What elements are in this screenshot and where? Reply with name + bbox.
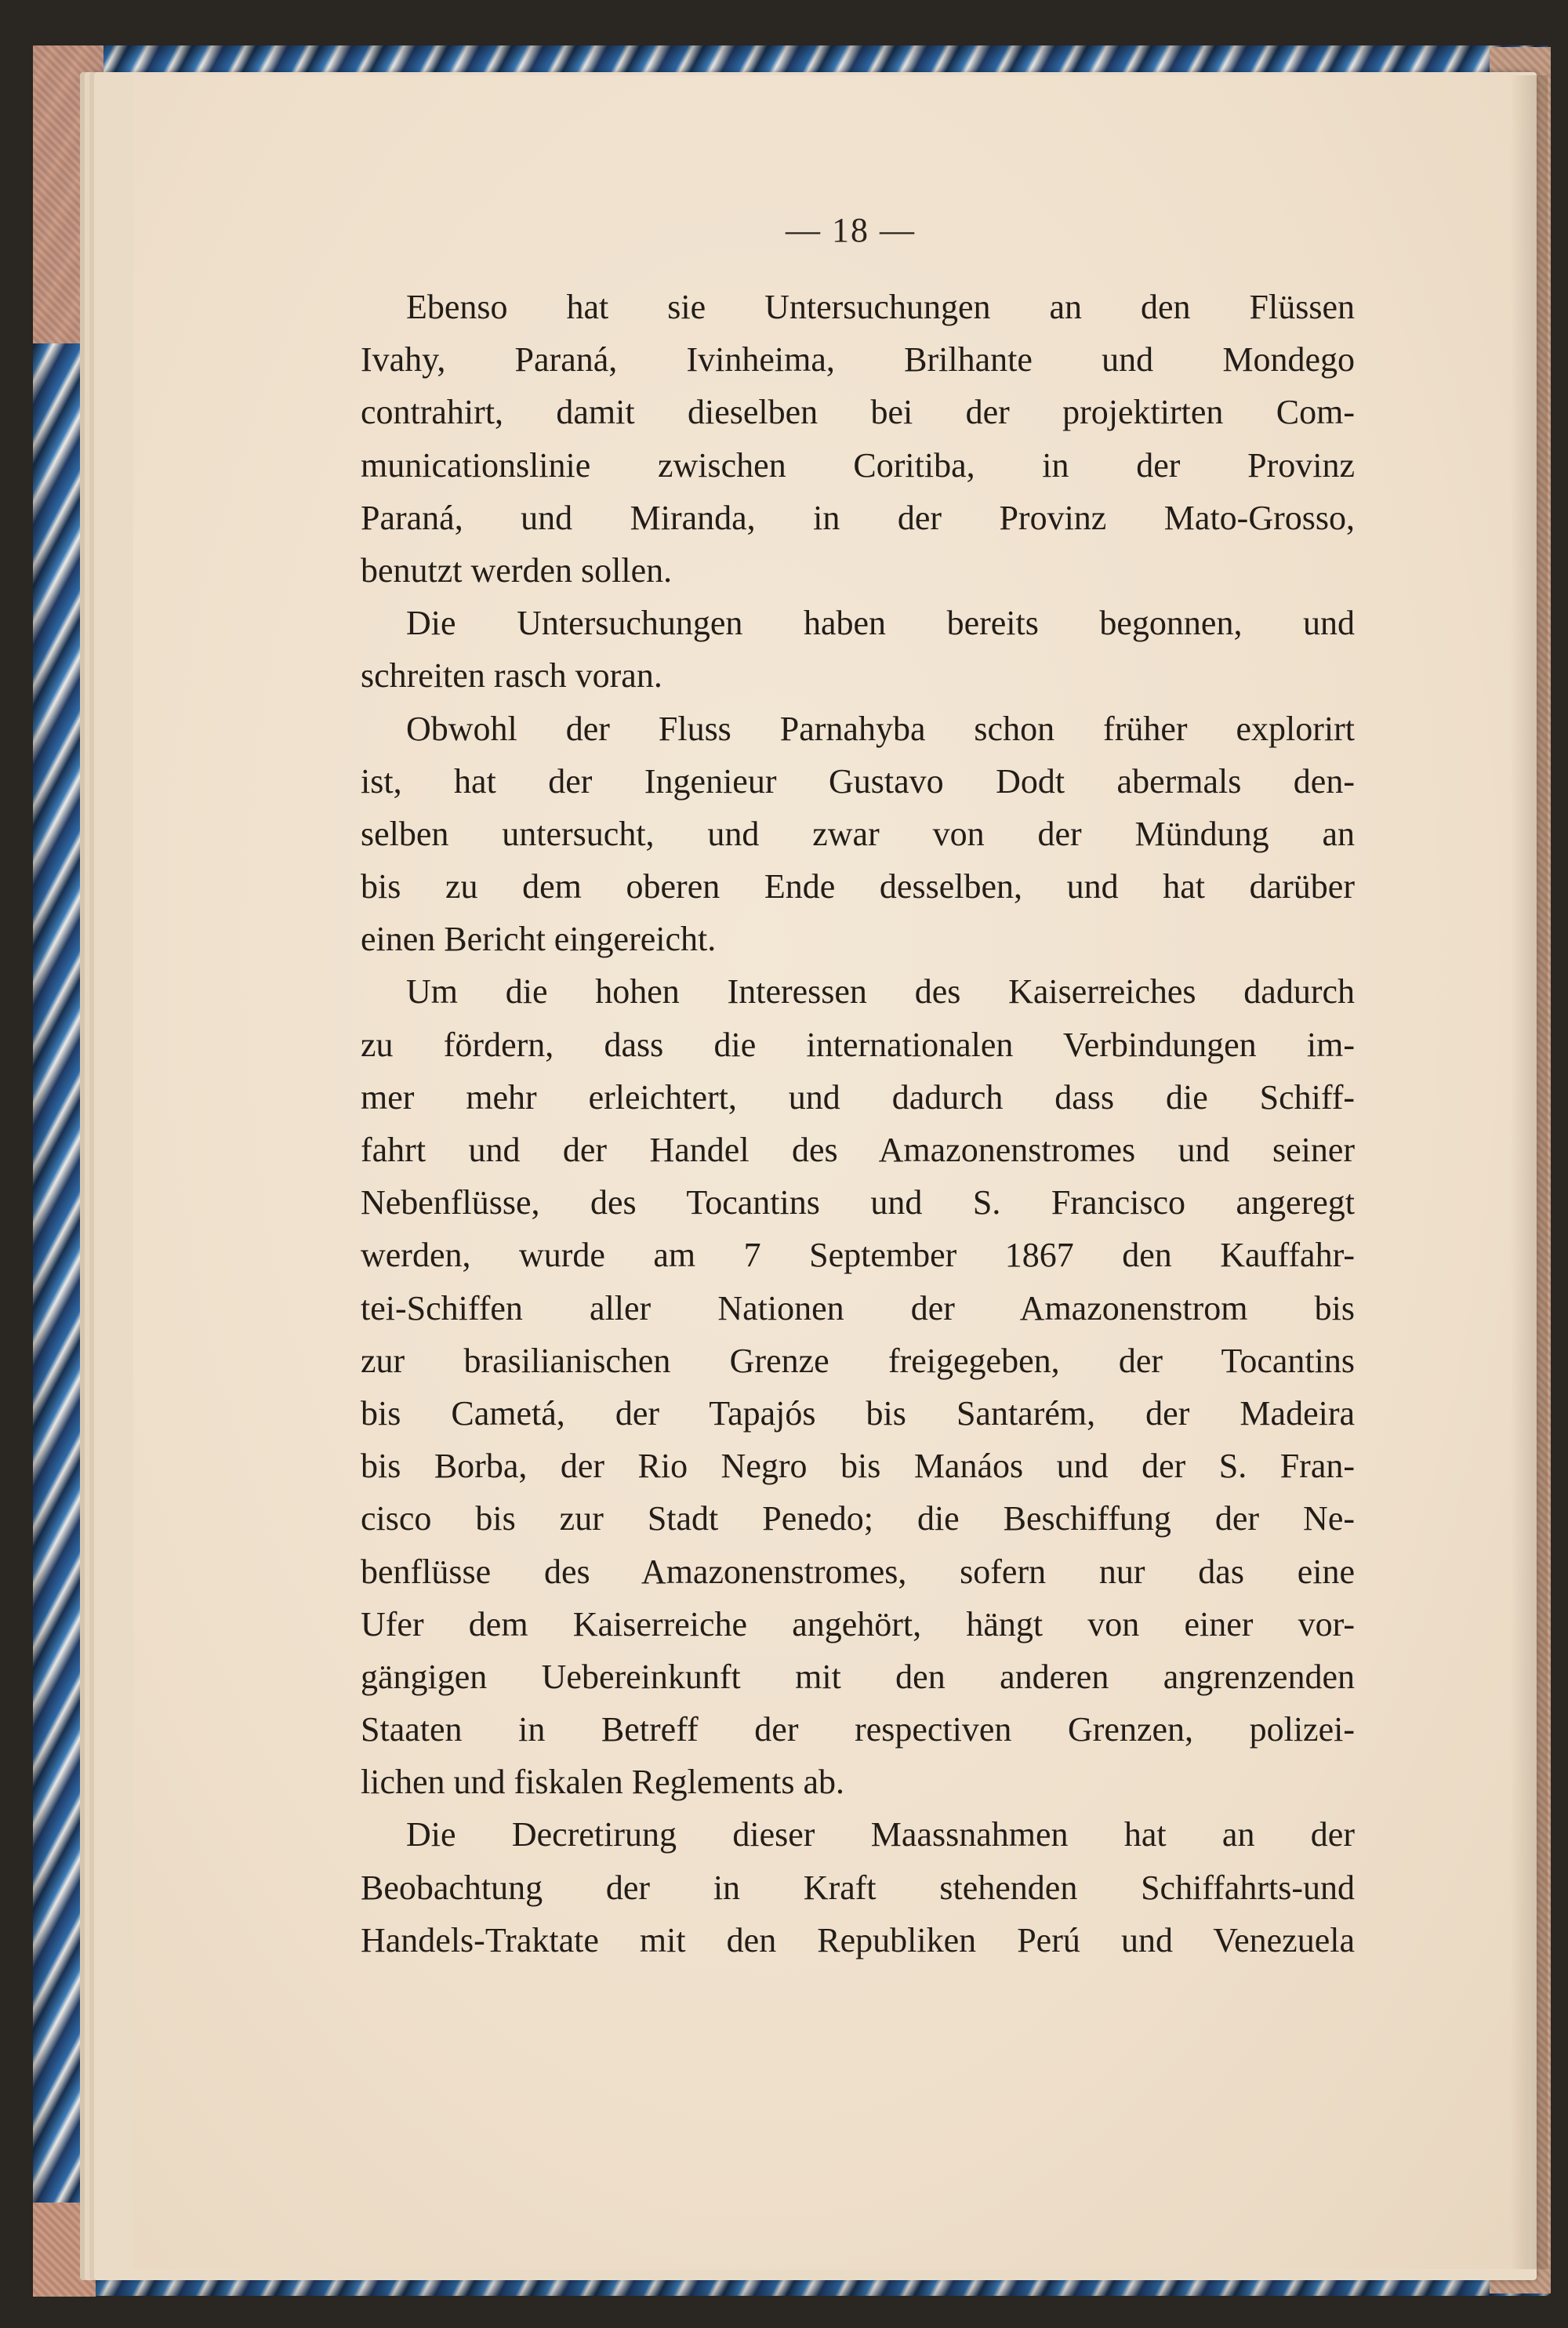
text-line: zu fördern, dass die internationalen Verbindungen im- (361, 1025, 1355, 1064)
page-text (361, 281, 1355, 1967)
text-line: bis Cametá, der Tapajós bis Santarém, der Madeira (361, 1393, 1355, 1433)
text-line: bis zu dem oberen Ende desselben, und hat darüber (361, 867, 1355, 906)
text-line: Staaten in Betreff der respectiven Grenzen, polizei- (361, 1710, 1355, 1749)
text-line: werden, wurde am 7 September 1867 den Kauffahr- (361, 1236, 1355, 1275)
text-line: mer mehr erleichtert, und dadurch dass die Schiff- (361, 1077, 1355, 1117)
text-line: Ebenso hat sie Untersuchungen an den Flüssen (406, 288, 1355, 326)
text-line: schreiten rasch voran. (361, 656, 662, 695)
text-line: Um die hohen Interessen des Kaiserreiches dadurch (406, 972, 1355, 1011)
text-line: contrahirt, damit dieselben bei der projektirten Com- (361, 393, 1355, 432)
text-line: lichen und fiskalen Reglements ab. (361, 1763, 845, 1802)
text-line: tei-Schiffen aller Nationen der Amazonenstrom bis (361, 1288, 1355, 1327)
text-line: Nebenflüsse, des Tocantins und S. Francisco angeregt (361, 1183, 1355, 1222)
text-line: Paraná, und Miranda, in der Provinz Mato-Grosso, (361, 498, 1355, 537)
text-line: Die Decretirung dieser Maassnahmen hat an der (406, 1815, 1355, 1854)
text-line: Beobachtung der in Kraft stehenden Schiffahrts-und (361, 1868, 1355, 1907)
text-line: Ufer dem Kaiserreiche angehört, hängt von einer vor- (361, 1604, 1355, 1643)
text-line: einen Bericht eingereicht. (361, 920, 717, 959)
text-line: zur brasilianischen Grenze freigegeben, der Tocantins (361, 1341, 1355, 1380)
text-line: gängigen Uebereinkunft mit den anderen angrenzenden (361, 1657, 1355, 1696)
text-line: Die Untersuchungen haben bereits begonnen, und (406, 604, 1355, 643)
text-line: Obwohl der Fluss Parnahyba schon früher explorirt (406, 709, 1355, 748)
text-line: ist, hat der Ingenieur Gustavo Dodt abermals den- (361, 761, 1355, 801)
text-line: bis Borba, der Rio Negro bis Manáos und der S. Fran- (361, 1447, 1355, 1486)
text-line: municationslinie zwischen Coritiba, in der Provinz (361, 445, 1355, 485)
cover-cloth-corner-bottom (33, 2203, 96, 2297)
text-line: Handels-Traktate mit den Republiken Perú und Venezuela (361, 1920, 1355, 1959)
text-line: selben untersucht, und zwar von der Mündung an (361, 814, 1355, 853)
text-line: fahrt und der Handel des Amazonenstromes und seiner (361, 1131, 1355, 1169)
text-line: Ivahy, Paraná, Ivinheima, Brilhante und Mondego (361, 340, 1355, 380)
text-line: benutzt werden sollen. (361, 550, 673, 590)
text-line: cisco bis zur Stadt Penedo; die Beschiffung der Ne- (361, 1499, 1355, 1538)
page-gutter-shadow (1510, 75, 1548, 2269)
cover-cloth-corner (33, 45, 103, 343)
page-number: — 18 — (786, 211, 916, 249)
text-line: benflüsse des Amazonenstromes, sofern nur das eine (361, 1552, 1355, 1591)
